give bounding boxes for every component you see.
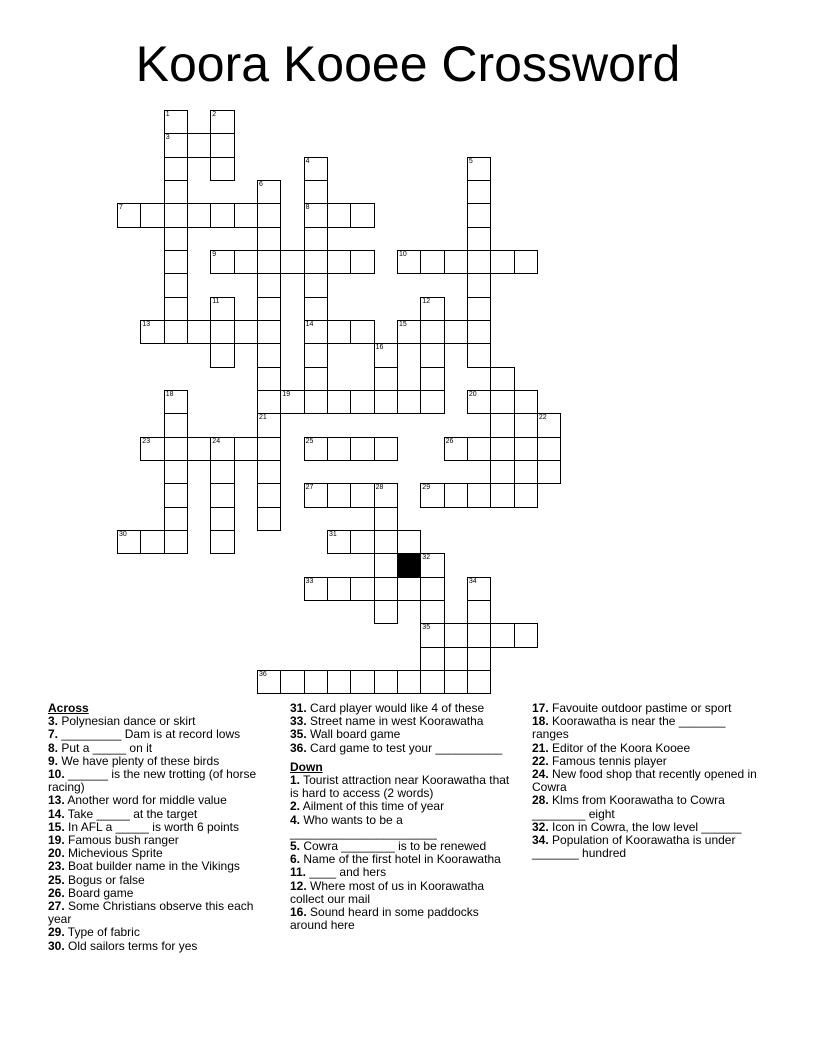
across-heading: Across (48, 701, 89, 715)
crossword-cell[interactable] (420, 483, 444, 507)
crossword-cell[interactable] (374, 530, 398, 554)
clue-text: Sound heard in some paddocks around here (290, 905, 479, 933)
clue-number: 32. (532, 819, 549, 834)
clue-text: Old sailors terms for yes (64, 938, 198, 953)
clue-number: 2. (290, 799, 301, 814)
crossword-cell[interactable] (374, 343, 398, 367)
crossword-cell[interactable] (257, 203, 281, 227)
cell-number: 23 (142, 437, 151, 445)
crossword-cell[interactable] (420, 553, 444, 577)
clue-number: 10. (48, 767, 65, 782)
crossword-cell[interactable] (257, 297, 281, 321)
cell-number: 34 (468, 577, 477, 585)
clue-number: 4. (290, 812, 301, 827)
crossword-cell[interactable] (420, 297, 444, 321)
clue-number: 28. (532, 793, 549, 808)
crossword-cell[interactable] (467, 577, 491, 601)
clue-number: 31. (290, 701, 307, 715)
black-square (397, 553, 421, 577)
crossword-cell[interactable] (327, 390, 351, 414)
crossword-cell[interactable] (304, 180, 328, 204)
crossword-cell[interactable] (420, 367, 444, 391)
crossword-cell[interactable] (350, 577, 374, 601)
crossword-cell[interactable] (397, 530, 421, 554)
clue-number: 12. (290, 878, 307, 893)
crossword-cell[interactable] (304, 577, 328, 601)
clue-number: 21. (532, 740, 549, 755)
clue-number: 22. (532, 753, 549, 768)
crossword-cell[interactable] (257, 437, 281, 461)
crossword-cell[interactable] (304, 343, 328, 367)
clue (532, 715, 762, 741)
crossword-cell[interactable] (350, 250, 374, 274)
crossword-cell[interactable] (140, 203, 164, 227)
crossword-cell[interactable] (374, 670, 398, 694)
clue (290, 880, 518, 906)
crossword-cell[interactable] (164, 460, 188, 484)
clue-number: 3. (48, 714, 59, 729)
crossword-cell[interactable] (164, 530, 188, 554)
clue-number: 14. (48, 806, 65, 821)
crossword-cell[interactable] (210, 110, 234, 134)
crossword-cell[interactable] (140, 437, 164, 461)
crossword-cell[interactable] (514, 250, 538, 274)
clue (532, 768, 762, 794)
cell-number: 28 (375, 484, 384, 492)
crossword-cell[interactable] (490, 413, 514, 437)
clue-number: 9. (48, 753, 59, 768)
crossword-cell[interactable] (350, 530, 374, 554)
crossword-cell[interactable] (374, 600, 398, 624)
crossword-cell[interactable] (280, 670, 304, 694)
crossword-cell[interactable] (257, 460, 281, 484)
cell-number: 33 (305, 577, 314, 585)
crossword-cell[interactable] (327, 203, 351, 227)
cell-number: 7 (119, 204, 123, 212)
crossword-cell[interactable] (210, 343, 234, 367)
crossword-cell[interactable] (490, 483, 514, 507)
clue (290, 906, 518, 932)
cell-number: 10 (399, 251, 407, 258)
clue-text: Population of Koorawatha is under _______ hundred (532, 833, 736, 861)
crossword-cell[interactable] (210, 297, 234, 321)
crossword-cell[interactable] (467, 297, 491, 321)
crossword-cell[interactable] (327, 437, 351, 461)
crossword-cell[interactable] (374, 553, 398, 577)
clue-text: Boat builder name in the Vikings (64, 859, 240, 874)
clue-number: 29. (48, 925, 65, 940)
crossword-cell[interactable] (444, 250, 468, 274)
cell-number: 35 (422, 624, 431, 632)
crossword-cell[interactable] (234, 437, 258, 461)
crossword-cell[interactable] (374, 367, 398, 391)
cell-number: 8 (305, 204, 310, 212)
cell-number: 27 (305, 484, 314, 492)
crossword-cell[interactable] (397, 250, 421, 274)
clue-text: Type of fabric (64, 925, 140, 940)
crossword-cell[interactable] (257, 180, 281, 204)
crossword-cell[interactable] (374, 577, 398, 601)
crossword-cell[interactable] (280, 390, 304, 414)
crossword-cell[interactable] (467, 600, 491, 624)
crossword-cell[interactable] (467, 343, 491, 367)
crossword-cell[interactable] (420, 600, 444, 624)
cell-number: 11 (212, 297, 220, 305)
clue-text: Famous bush ranger (64, 833, 179, 848)
crossword-cell[interactable] (514, 437, 538, 461)
crossword-cell[interactable] (397, 390, 421, 414)
crossword-cell[interactable] (257, 390, 281, 414)
crossword-cell[interactable] (257, 320, 281, 344)
clue-number: 33. (290, 714, 307, 729)
clue-number: 23. (48, 859, 65, 874)
crossword-cell[interactable] (210, 483, 234, 507)
clue-number: 34. (532, 833, 549, 848)
crossword-cell[interactable] (444, 623, 468, 647)
crossword-cell[interactable] (374, 483, 398, 507)
crossword-cell[interactable] (234, 320, 258, 344)
crossword-cell[interactable] (304, 670, 328, 694)
crossword-cell[interactable] (467, 623, 491, 647)
crossword-cell[interactable] (257, 507, 281, 531)
cell-number: 24 (212, 437, 221, 445)
clue (48, 768, 280, 794)
crossword-cell[interactable] (164, 390, 188, 414)
crossword-cell[interactable] (164, 273, 188, 297)
clue-number: 8. (48, 740, 59, 755)
crossword-cell[interactable] (420, 670, 444, 694)
cell-number: 31 (329, 530, 337, 538)
cell-number: 26 (445, 437, 454, 445)
clue-number: 5. (290, 839, 301, 854)
crossword-cell[interactable] (304, 203, 328, 227)
crossword-cell[interactable] (374, 390, 398, 414)
clue-text: Famous tennis player (548, 753, 667, 768)
crossword-cell[interactable] (490, 437, 514, 461)
clue-text: Polynesian dance or skirt (58, 714, 196, 729)
crossword-cell[interactable] (164, 110, 188, 134)
crossword-cell[interactable] (164, 180, 188, 204)
crossword-cell[interactable] (187, 203, 211, 227)
cell-number: 9 (212, 251, 217, 258)
crossword-cell[interactable] (420, 647, 444, 671)
crossword-cell[interactable] (327, 530, 351, 554)
cell-number: 19 (282, 391, 291, 398)
cell-number: 3 (165, 134, 170, 142)
clue-text: Favouite outdoor pastime or sport (548, 701, 732, 715)
clue-number: 16. (290, 905, 307, 920)
crossword-cell[interactable] (327, 250, 351, 274)
cell-number: 15 (399, 321, 407, 328)
cell-number: 4 (305, 157, 310, 165)
crossword-cell[interactable] (117, 530, 141, 554)
clue (48, 940, 280, 953)
crossword-cell[interactable] (444, 670, 468, 694)
crossword-cell[interactable] (350, 437, 374, 461)
crossword-cell[interactable] (210, 203, 234, 227)
crossword-cell[interactable] (420, 577, 444, 601)
clue (290, 814, 518, 840)
crossword-cell[interactable] (467, 180, 491, 204)
clue-number: 35. (290, 727, 307, 742)
clue-number: 26. (48, 885, 65, 900)
crossword-cell[interactable] (257, 413, 281, 437)
crossword-cell[interactable] (210, 320, 234, 344)
crossword-cell[interactable] (467, 203, 491, 227)
cell-number: 20 (468, 391, 477, 398)
clue (290, 742, 518, 755)
cell-number: 36 (259, 670, 267, 678)
clue-number: 11. (290, 865, 307, 880)
crossword-cell[interactable] (164, 157, 188, 181)
crossword-cell[interactable] (257, 250, 281, 274)
crossword-cell[interactable] (327, 483, 351, 507)
crossword-cell[interactable] (327, 320, 351, 344)
crossword-cell[interactable] (467, 227, 491, 251)
crossword-cell[interactable] (467, 157, 491, 181)
crossword-cell[interactable] (210, 250, 234, 274)
crossword-cell[interactable] (210, 507, 234, 531)
clue-text: Board game (64, 885, 134, 900)
crossword-cell[interactable] (490, 250, 514, 274)
crossword-cell[interactable] (537, 413, 561, 437)
clue-number: 15. (48, 819, 65, 834)
crossword-cell[interactable] (164, 203, 188, 227)
crossword-cell[interactable] (187, 437, 211, 461)
clue (532, 834, 762, 860)
crossword-cell[interactable] (467, 437, 491, 461)
clues-column-1 (48, 702, 280, 953)
crossword-cell[interactable] (164, 133, 188, 157)
crossword-cell[interactable] (537, 437, 561, 461)
crossword-cell[interactable] (467, 483, 491, 507)
crossword-cell[interactable] (490, 460, 514, 484)
crossword-cell[interactable] (280, 250, 304, 274)
crossword-cell[interactable] (187, 320, 211, 344)
cell-number: 32 (422, 554, 431, 562)
clue-text: Where most of us in Koorawatha collect our mail (290, 878, 485, 906)
crossword-cell[interactable] (514, 483, 538, 507)
crossword-cell[interactable] (350, 203, 374, 227)
clue (290, 774, 518, 800)
clue-number: 17. (532, 701, 549, 715)
crossword-cell[interactable] (420, 343, 444, 367)
down-heading: Down (290, 759, 323, 774)
crossword-cell[interactable] (187, 133, 211, 157)
cell-number: 5 (468, 157, 473, 165)
clue-text: ____ and hers (306, 865, 387, 880)
cell-number: 1 (165, 111, 170, 118)
crossword-cell[interactable] (444, 483, 468, 507)
crossword-cell[interactable] (257, 273, 281, 297)
clues-column-3 (532, 702, 762, 860)
crossword-cell[interactable] (304, 390, 328, 414)
clue-text: Michevious Sprite (64, 846, 163, 861)
clue-number: 13. (48, 793, 65, 808)
crossword-cell[interactable] (140, 320, 164, 344)
crossword-cell[interactable] (350, 390, 374, 414)
crossword-cell[interactable] (164, 413, 188, 437)
crossword-cell[interactable] (234, 250, 258, 274)
crossword-cell[interactable] (304, 483, 328, 507)
clue-number: 25. (48, 872, 65, 887)
crossword-cell[interactable] (164, 320, 188, 344)
clue-text: Bogus or false (64, 872, 145, 887)
clue-text: Name of the first hotel in Koorawatha (300, 852, 501, 867)
crossword-cell[interactable] (467, 647, 491, 671)
clue-text: New food shop that recently opened in Cowra (532, 767, 757, 795)
clue-text: Take _____ at the target (64, 806, 198, 821)
crossword-cell[interactable] (304, 437, 328, 461)
crossword-cell[interactable] (374, 507, 398, 531)
crossword-cell[interactable] (164, 227, 188, 251)
clues-column-2 (290, 702, 518, 932)
crossword-cell[interactable] (490, 367, 514, 391)
clue-text: Card game to test your __________ (306, 740, 503, 755)
clue-text: Editor of the Koora Kooee (548, 740, 691, 755)
clue-number: 6. (290, 852, 301, 867)
clue-text: In AFL a _____ is worth 6 points (64, 819, 240, 834)
crossword-cell[interactable] (164, 437, 188, 461)
crossword-cell[interactable] (257, 483, 281, 507)
crossword-cell[interactable] (397, 670, 421, 694)
crossword-cell[interactable] (164, 507, 188, 531)
cell-number: 16 (375, 344, 384, 352)
clue-number: 36. (290, 740, 307, 755)
cell-number: 6 (259, 181, 263, 188)
crossword-cell[interactable] (420, 320, 444, 344)
crossword-cell[interactable] (164, 483, 188, 507)
clue-text: Cowra ________ is to be renewed (300, 839, 487, 854)
crossword-cell[interactable] (304, 250, 328, 274)
crossword-cell[interactable] (490, 623, 514, 647)
clue-text: _________ Dam is at record lows (58, 727, 241, 742)
clue-text: Who wants to be a ______________________ (290, 812, 437, 840)
crossword-cell[interactable] (444, 437, 468, 461)
clue-text: Street name in west Koorawatha (306, 714, 484, 729)
cell-number: 21 (259, 414, 267, 422)
clue-text: Another word for middle value (64, 793, 227, 808)
crossword-cell[interactable] (397, 577, 421, 601)
crossword-cell[interactable] (164, 250, 188, 274)
cell-number: 13 (142, 321, 151, 328)
clue-number: 1. (290, 773, 301, 788)
crossword-cell[interactable] (467, 250, 491, 274)
clue-text: Some Christians observe this each year (48, 899, 254, 927)
crossword-cell[interactable] (514, 623, 538, 647)
crossword-cell[interactable] (467, 320, 491, 344)
cell-number: 22 (538, 414, 547, 422)
cell-number: 12 (422, 297, 431, 305)
cell-number: 30 (119, 530, 127, 538)
crossword-cell[interactable] (467, 390, 491, 414)
cell-number: 29 (422, 484, 431, 492)
clue-number: 18. (532, 714, 549, 729)
clue (48, 900, 280, 926)
page-title: Koora Kooee Crossword (135, 36, 681, 92)
clue-text: Ailment of this time of year (300, 799, 445, 814)
crossword-cell[interactable] (350, 670, 374, 694)
crossword-cell[interactable] (210, 530, 234, 554)
crossword-cell[interactable] (420, 390, 444, 414)
clue-text: Put a _____ on it (58, 740, 153, 755)
crossword-cell[interactable] (164, 297, 188, 321)
crossword-cell[interactable] (490, 390, 514, 414)
clue (532, 794, 762, 820)
cell-number: 2 (212, 111, 217, 118)
crossword-cell[interactable] (397, 320, 421, 344)
crossword-cell[interactable] (304, 227, 328, 251)
crossword-cell[interactable] (514, 390, 538, 414)
crossword-cell[interactable] (257, 367, 281, 391)
crossword-cell[interactable] (304, 273, 328, 297)
clue-text: Klms from Koorawatha to Cowra ________ eight (532, 793, 725, 821)
crossword-cell[interactable] (327, 577, 351, 601)
clue-text: Card player would like 4 of these (306, 701, 485, 715)
crossword-cell[interactable] (467, 273, 491, 297)
crossword-cell[interactable] (257, 227, 281, 251)
clue-text: ______ is the new trotting (of horse racing) (48, 767, 257, 795)
cell-number: 14 (305, 321, 314, 328)
clue-text: Koorawatha is near the _______ ranges (532, 714, 726, 742)
crossword-cell[interactable] (257, 343, 281, 367)
crossword-cell[interactable] (234, 203, 258, 227)
crossword-cell[interactable] (420, 250, 444, 274)
crossword-cell[interactable] (210, 157, 234, 181)
crossword-cell[interactable] (304, 367, 328, 391)
cell-number: 18 (165, 391, 174, 398)
crossword-cell[interactable] (350, 483, 374, 507)
crossword-cell[interactable] (257, 670, 281, 694)
clue-number: 19. (48, 833, 65, 848)
clue-text: Tourist attraction near Koorawatha that is hard to access (2 words) (290, 773, 510, 801)
clue-text: Icon in Cowra, the low level ______ (548, 819, 742, 834)
crossword-cell[interactable] (304, 320, 328, 344)
crossword-cell[interactable] (210, 460, 234, 484)
clue-number: 27. (48, 899, 65, 914)
crossword-cell[interactable] (537, 460, 561, 484)
crossword-cell[interactable] (467, 670, 491, 694)
clue-text: Wall board game (306, 727, 401, 742)
crossword-cell[interactable] (374, 437, 398, 461)
crossword-cell[interactable] (210, 133, 234, 157)
clue-number: 20. (48, 846, 65, 861)
crossword-cell[interactable] (304, 157, 328, 181)
crossword-cell[interactable] (117, 203, 141, 227)
crossword-cell[interactable] (304, 297, 328, 321)
cell-number: 25 (305, 437, 314, 445)
clue-number: 24. (532, 767, 549, 782)
crossword-cell[interactable] (210, 437, 234, 461)
clue-number: 30. (48, 938, 65, 953)
crossword-cell[interactable] (420, 623, 444, 647)
clue-text: We have plenty of these birds (58, 753, 220, 768)
crossword-cell[interactable] (140, 530, 164, 554)
crossword-cell[interactable] (327, 670, 351, 694)
crossword-cell[interactable] (350, 320, 374, 344)
crossword-cell[interactable] (444, 320, 468, 344)
clue-number: 7. (48, 727, 59, 742)
